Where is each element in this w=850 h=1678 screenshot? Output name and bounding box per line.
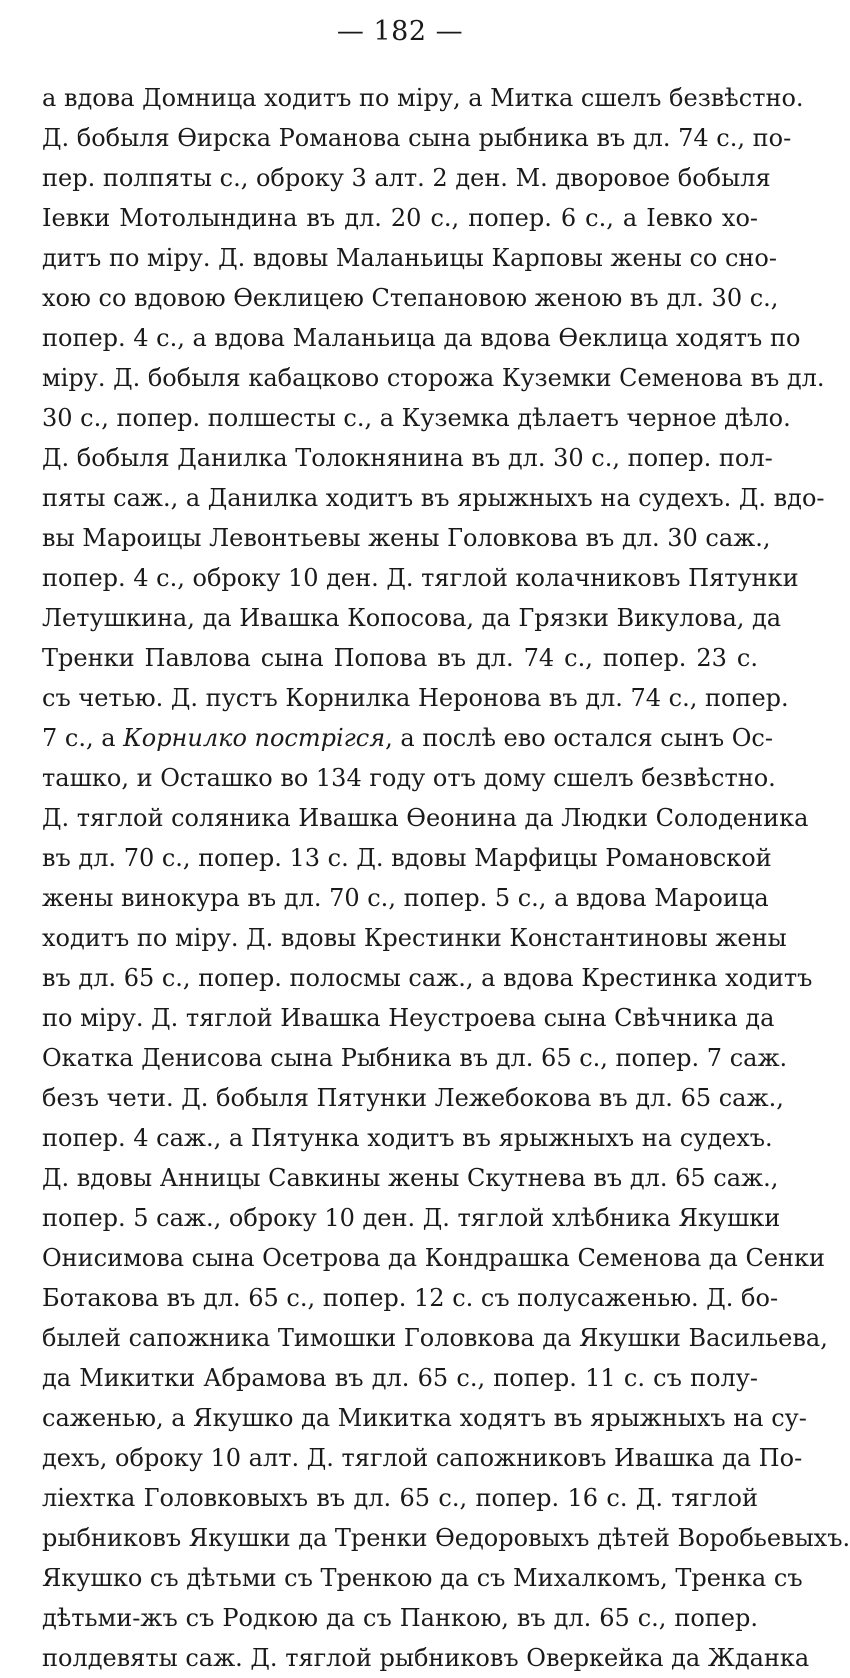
text-line: саженью, а Якушко да Микитка ходятъ въ ярыжныхъ на су- bbox=[42, 1404, 807, 1432]
text-line: 30 с., попер. полшесты с., а Куземка дѣлаетъ черное дѣло. bbox=[42, 404, 791, 432]
text-line: пер. полпяты с., оброку 3 алт. 2 ден. М. дворовое бобыля bbox=[42, 164, 771, 192]
text-line: рыбниковъ Якушки да Тренки Өедоровыхъ дѣтей Воробьевыхъ. bbox=[42, 1524, 850, 1552]
text-line: хою со вдовою Өеклицею Степановою женою въ дл. 30 с., bbox=[42, 284, 779, 312]
text-line: попер. 4 саж., а Пятунка ходитъ въ ярыжныхъ на судехъ. bbox=[42, 1124, 773, 1152]
text-line: ходитъ по міру. Д. вдовы Крестинки Константиновы жены bbox=[42, 924, 787, 952]
text-line: попер. 4 с., оброку 10 ден. Д. тяглой колачниковъ Пятунки bbox=[42, 564, 799, 592]
text-line: дехъ, оброку 10 алт. Д. тяглой сапожниковъ Ивашка да По- bbox=[42, 1444, 803, 1472]
italic-phrase: Корнилко пострігся bbox=[123, 724, 386, 752]
text-line: Д. бобыля Өирска Романова сына рыбника въ дл. 74 с., по- bbox=[42, 124, 792, 152]
text-line: въ дл. 70 с., попер. 13 с. Д. вдовы Марфицы Романовской bbox=[42, 844, 772, 872]
text-line: Летушкина, да Ивашка Копосова, да Грязки Викулова, да bbox=[42, 604, 782, 632]
text-line: Якушко съ дѣтьми съ Тренкою да съ Михалкомъ, Тренка съ bbox=[42, 1564, 803, 1592]
text-line: безъ чети. Д. бобыля Пятунки Лежебокова въ дл. 65 саж., bbox=[42, 1084, 784, 1112]
text-line: Онисимова сына Осетрова да Кондрашка Семенова да Сенки bbox=[42, 1244, 826, 1272]
text-line: вы Мароицы Левонтьевы жены Головкова въ дл. 30 саж., bbox=[42, 524, 771, 552]
text-line: Д. тяглой соляника Ивашка Өеонина да Людки Солоденика bbox=[42, 804, 809, 832]
text-line: а вдова Домница ходитъ по міру, а Митка сшелъ безвѣстно. bbox=[42, 84, 804, 112]
text-line: по міру. Д. тяглой Ивашка Неустроева сына Свѣчника да bbox=[42, 1004, 775, 1032]
text-line: Ботакова въ дл. 65 с., попер. 12 с. съ полусаженью. Д. бо- bbox=[42, 1284, 779, 1312]
text-line: былей сапожника Тимошки Головкова да Якушки Васильева, bbox=[42, 1324, 828, 1352]
text-line: да Микитки Абрамова въ дл. 65 с., попер. 11 с. съ полу- bbox=[42, 1364, 758, 1392]
text-line: попер. 5 саж., оброку 10 ден. Д. тяглой хлѣбника Якушки bbox=[42, 1204, 781, 1232]
text-line: Окатка Денисова сына Рыбника въ дл. 65 с., попер. 7 саж. bbox=[42, 1044, 788, 1072]
text-line: дитъ по міру. Д. вдовы Маланьицы Карповы жены со сно- bbox=[42, 244, 777, 272]
text-line: съ четью. Д. пустъ Корнилка Неронова въ дл. 74 с., попер. bbox=[42, 684, 789, 712]
text-line: 7 с., а Корнилко пострігся, а послѣ ево остался сынъ Ос- bbox=[42, 724, 773, 752]
text-line: Тренки Павлова сына Попова въ дл. 74 с., попер. 23 с. bbox=[42, 644, 758, 672]
text-line: попер. 4 с., а вдова Маланьица да вдова Өеклица ходятъ по bbox=[42, 324, 801, 352]
text-line: дѣтьми-жъ съ Родкою да съ Панкою, въ дл. 65 с., попер. bbox=[42, 1604, 758, 1632]
body-text bbox=[42, 78, 850, 1678]
page-number: — 182 — bbox=[336, 16, 464, 47]
text-line: міру. Д. бобыля кабацково сторожа Куземки Семенова въ дл. bbox=[42, 364, 825, 392]
text-line: ташко, и Осташко во 134 году отъ дому сшелъ безвѣстно. bbox=[42, 764, 776, 792]
text-line: жены винокура въ дл. 70 с., попер. 5 с., а вдова Мароица bbox=[42, 884, 769, 912]
text-line: Д. бобыля Данилка Толокнянина въ дл. 30 с., попер. пол- bbox=[42, 444, 773, 472]
text-line: полдевяты саж. Д. тяглой рыбниковъ Оверкейка да Жданка bbox=[42, 1644, 810, 1672]
text-line: Д. вдовы Анницы Савкины жены Скутнева въ дл. 65 саж., bbox=[42, 1164, 779, 1192]
text-line: пяты саж., а Данилка ходитъ въ ярыжныхъ на судехъ. Д. вдо- bbox=[42, 484, 825, 512]
text-line: ліехтка Головковыхъ въ дл. 65 с., попер. 16 с. Д. тяглой bbox=[42, 1484, 758, 1512]
text-line: въ дл. 65 с., попер. полосмы саж., а вдова Крестинка ходитъ bbox=[42, 964, 813, 992]
text-line: Іевки Мотолындина въ дл. 20 с., попер. 6 с., а Іевко хо- bbox=[42, 204, 758, 232]
